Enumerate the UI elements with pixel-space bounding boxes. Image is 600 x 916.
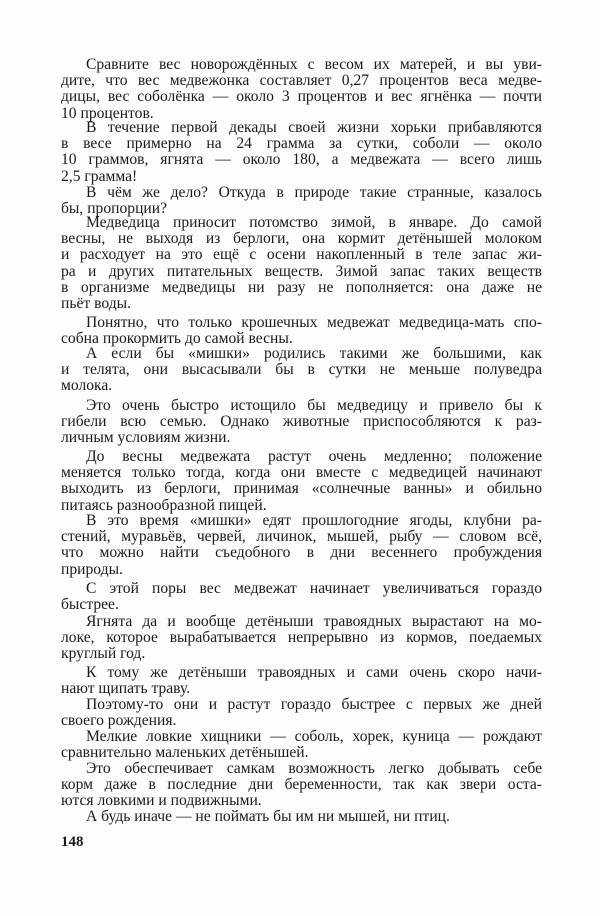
text-line: личным условиям жизни. (61, 429, 231, 447)
text-line: А будь иначе — не поймать бы им ни мышей, ни птиц. (86, 808, 450, 825)
text-line: 2,5 грамма! (61, 167, 138, 185)
text-line: быстрее. (61, 596, 119, 614)
text-line: До весны медвежата растут очень медленно; положение (86, 448, 542, 465)
text-line: гибели всю семью. Однако животные приспособляются к раз- (61, 413, 542, 431)
text-line: дите, что вес медвежонка составляет 0,27 процентов веса медве- (61, 72, 542, 90)
paragraph (61, 614, 542, 663)
paragraph (61, 398, 542, 447)
text-line: В это время «мишки» едят прошлогодние ягоды, клубни ра- (86, 512, 542, 529)
paragraph (61, 697, 542, 729)
text-line: и телята, они высасывали бы в сутки не меньше полуведра (61, 361, 542, 379)
text-line: В течение первой декады своей жизни хорьки прибавляются (86, 119, 542, 136)
paragraph (61, 665, 542, 697)
text-line: и расходует на это ещё с осени накопленный в теле запас жи- (61, 246, 542, 264)
text-line: природы. (61, 560, 123, 578)
text-line: дицы, вес соболёнка — около 3 процентов и вес ягнёнка — почти (61, 88, 542, 106)
text-line: 10 граммов, ягнята — около 180, а медвежата — всего лишь (61, 151, 542, 169)
text-line: Поэтому-то они и растут гораздо быстрее с первых же дней (86, 696, 542, 713)
text-line: А если бы «мишки» родились такими же большими, как (86, 345, 542, 362)
paragraph (61, 809, 542, 825)
text-line: сравнительно маленьких детёнышей. (61, 744, 309, 762)
text-line: собна прокормить до самой весны. (61, 330, 293, 348)
text-line: 10 процентов. (61, 104, 154, 122)
text-line: Понятно, что только крошечных медвежат медведица-мать спо- (86, 314, 542, 331)
text-line: локе, которое вырабатывается непрерывно из кормов, поедаемых (61, 629, 542, 647)
text-line: нают щипать траву. (61, 680, 191, 698)
text-line: Это очень быстро истощило бы медведицу и привело бы к (86, 397, 542, 414)
text-line: Ягнята да и вообще детёныши травоядных вырастают на мо- (86, 613, 542, 630)
paragraph (61, 513, 542, 578)
text-line: выходить из берлоги, принимая «солнечные ванны» и обильно (61, 480, 542, 498)
text-line: корм даже в последние дни беременности, так как звери оста- (61, 776, 542, 794)
text-line: своего рождения. (61, 712, 177, 730)
text-line: что можно найти съедобного в дни весеннего пробуждения (61, 544, 542, 562)
text-line: бы, пропорции? (61, 200, 168, 218)
paragraph (61, 215, 542, 312)
paragraph (61, 761, 542, 810)
text-line: пьёт воды. (61, 294, 132, 312)
paragraph (61, 346, 542, 395)
paragraph (61, 449, 542, 514)
page-number: 148 (61, 834, 84, 850)
text-line: В чём же дело? Откуда в природе такие странные, казалось (86, 184, 542, 201)
paragraph (61, 185, 542, 217)
text-line: в организме медведицы ни разу не пополняется: она даже не (61, 278, 542, 296)
text-line: стений, муравьёв, червей, личинок, мышей, рыбу — словом всё, (61, 528, 542, 546)
text-line: молока. (61, 377, 113, 395)
paragraph (61, 315, 542, 347)
text-line: в весе примерно на 24 грамма за сутки, соболи — около (61, 135, 542, 153)
paragraph (61, 120, 542, 185)
text-line: ра и других питательных веществ. Зимой запас таких веществ (61, 262, 542, 280)
text-line: Медведица приносит потомство зимой, в январе. До самой (86, 214, 542, 231)
text-line: Это обеспечивает самкам возможность легко добывать себе (86, 760, 542, 777)
text-line: питаясь разнообразной пищей. (61, 496, 267, 514)
text-line: ются ловкими и подвижными. (61, 792, 262, 810)
text-line: Мелкие ловкие хищники — соболь, хорек, куница — рождают (86, 728, 542, 745)
text-line: весны, не выходя из берлоги, она кормит детёнышей молоком (61, 230, 542, 248)
text-line: Сравните вес новорождённых с весом их матерей, и вы уви- (86, 56, 542, 73)
text-line: К тому же детёныши травоядных и сами очень скоро начи- (86, 664, 542, 681)
paragraph (61, 729, 542, 761)
text-line: меняется только тогда, когда они вместе с медведицей начинают (61, 464, 542, 482)
text-line: С этой поры вес медвежат начинает увеличиваться гораздо (86, 580, 542, 597)
text-line: круглый год. (61, 645, 146, 663)
paragraph (61, 57, 542, 122)
paragraph (61, 581, 542, 613)
